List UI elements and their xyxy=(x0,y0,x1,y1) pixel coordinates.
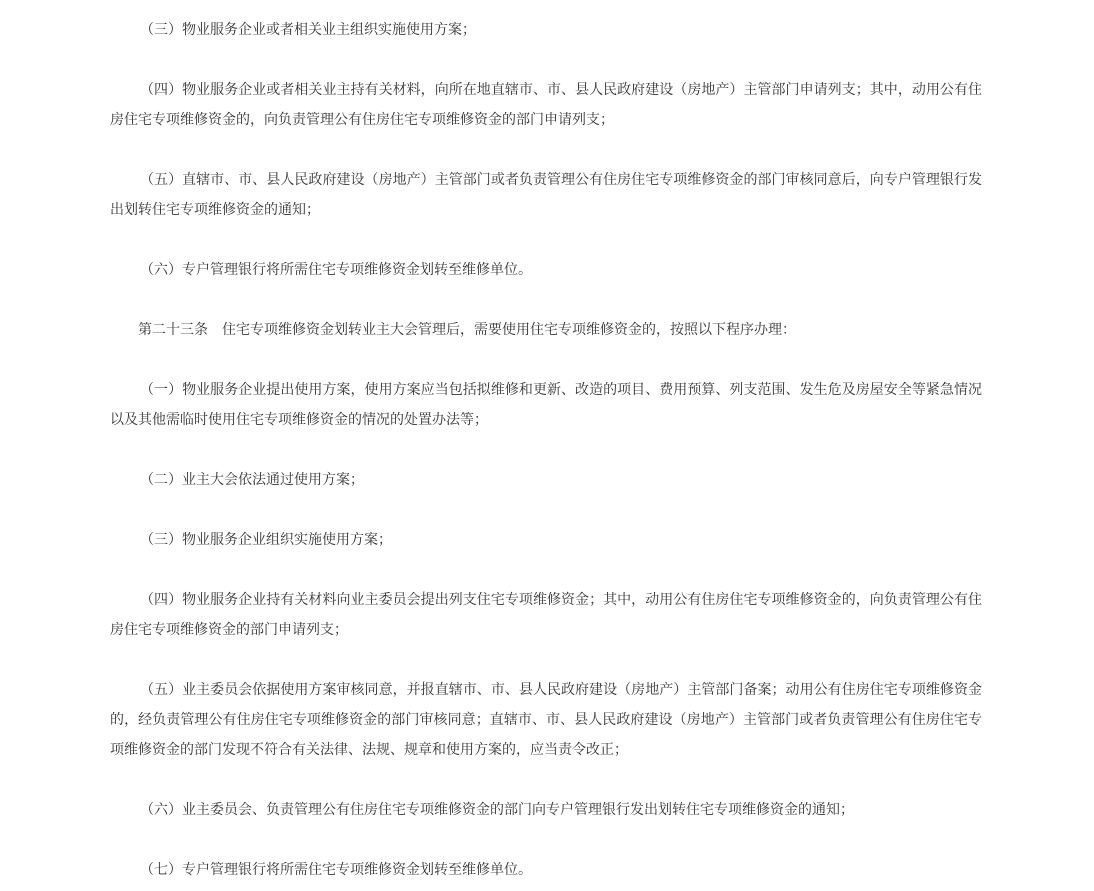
paragraph-art23-step-7-transfer: （七）专户管理银行将所需住宅专项维修资金划转至维修单位。 xyxy=(140,862,532,878)
paragraph-step-4-apply-expenditure: （四）物业服务企业或者相关业主持有关材料，向所在地直辖市、市、县人民政府建设（房地产）主管部门申请列支；其中，动用公有住房住宅专项维修资金的，向负责管理公有住房住宅专项维修资金的部门申请列支； xyxy=(110,82,982,128)
paragraph-step-5-review-approval: （五）直辖市、市、县人民政府建设（房地产）主管部门或者负责管理公有住房住宅专项维修资金的部门审核同意后，向专户管理银行发出划转住宅专项维修资金的通知； xyxy=(110,172,982,218)
article-23-heading: 第二十三条 住宅专项维修资金划转业主大会管理后，需要使用住宅专项维修资金的，按照以下程序办理： xyxy=(138,322,796,338)
paragraph-art23-step-5-review: （五）业主委员会依据使用方案审核同意，并报直辖市、市、县人民政府建设（房地产）主管部门备案；动用公有住房住宅专项维修资金的，经负责管理公有住房住宅专项维修资金的部门审核同意；直辖市、市、县人民政府建设（房地产）主管部门或者负责管理公有住房住宅专项维修资金的部门发现不符合有关法律、法规、规章和使用方案的，应当责令改正； xyxy=(110,682,982,758)
paragraph-step-3-organize-implementation: （三）物业服务企业或者相关业主组织实施使用方案； xyxy=(140,22,476,38)
paragraph-art23-step-3-implementation: （三）物业服务企业组织实施使用方案； xyxy=(140,532,392,548)
paragraph-step-6-bank-transfer: （六）专户管理银行将所需住宅专项维修资金划转至维修单位。 xyxy=(140,262,532,278)
paragraph-art23-step-4-request: （四）物业服务企业持有关材料向业主委员会提出列支住宅专项维修资金；其中，动用公有住房住宅专项维修资金的，向负责管理公有住房住宅专项维修资金的部门申请列支； xyxy=(110,592,982,638)
paragraph-art23-step-2-approval: （二）业主大会依法通过使用方案； xyxy=(140,472,364,488)
paragraph-art23-step-1-proposal: （一）物业服务企业提出使用方案，使用方案应当包括拟维修和更新、改造的项目、费用预算、列支范围、发生危及房屋安全等紧急情况以及其他需临时使用住宅专项维修资金的情况的处置办法等； xyxy=(110,382,982,428)
paragraph-art23-step-6-notice: （六）业主委员会、负责管理公有住房住宅专项维修资金的部门向专户管理银行发出划转住宅专项维修资金的通知； xyxy=(140,802,854,818)
